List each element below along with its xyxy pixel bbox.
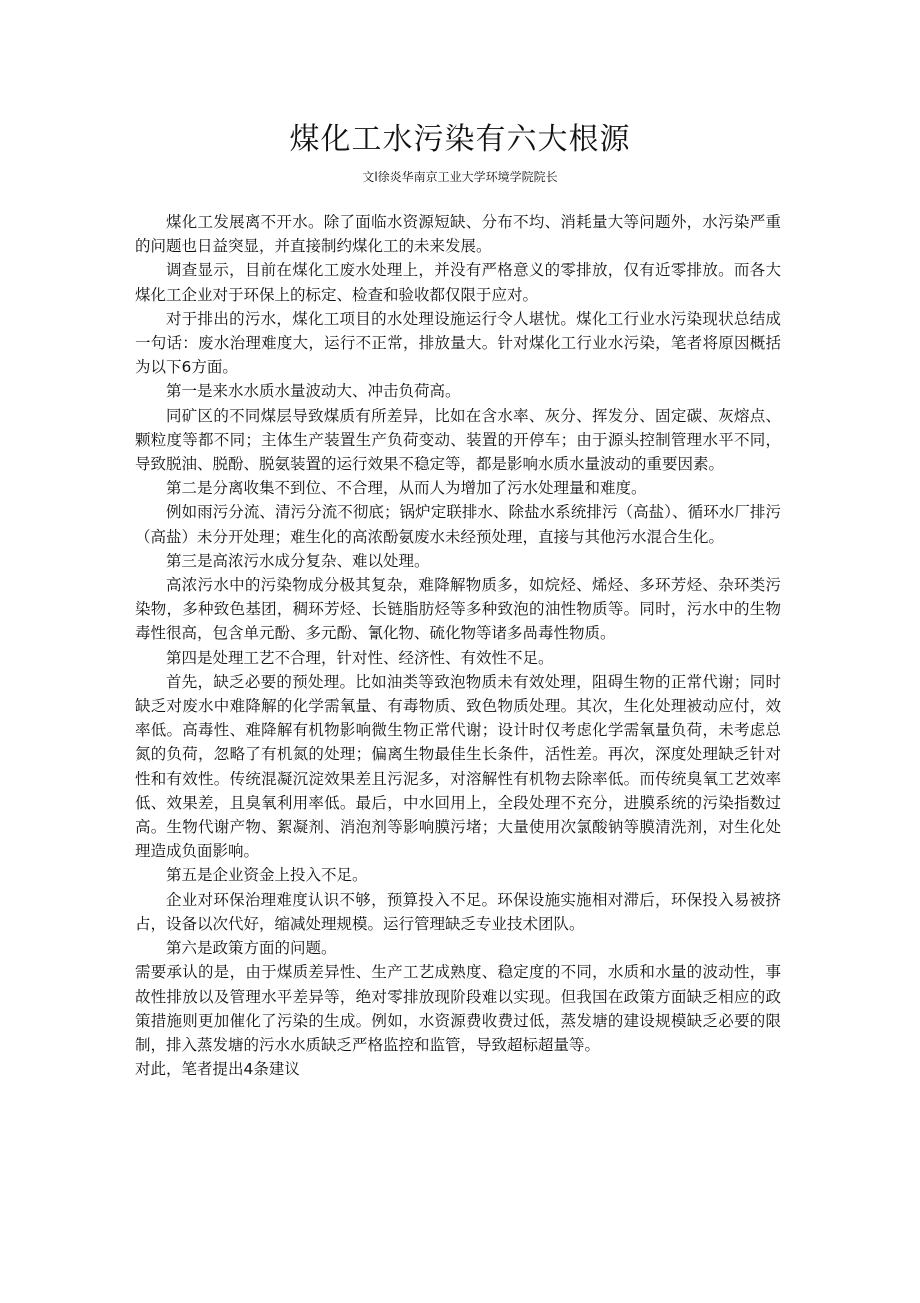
heading-cause-1: 第一是来水水质水量波动大、冲击负荷高。 [166,382,461,401]
heading-cause-2: 第二是分离收集不到位、不合理，从而人为增加了污水处理量和难度。 [166,479,647,498]
paragraph-cause-2: 例如雨污分流、清污分流不彻底；锅炉定联排水、除盐水系统排污（高盐）、循环水厂排污（高盐）未分开处理；难生化的高浓酚氨废水未经预处理，直接与其他污水混合生化。 [135,503,781,546]
article-title: 煤化工水污染有六大根源 [289,122,631,157]
paragraph-survey: 调查显示，目前在煤化工废水处理上，并没有严格意义的零排放，仅有近零排放。而各大煤化工企业对于环保上的标定、检查和验收都仅限于应对。 [135,261,781,304]
paragraph-cause-4: 首先，缺乏必要的预处理。比如油类等致泡物质未有效处理，阻碍生物的正常代谢；同时缺乏对废水中难降解的化学需氧量、有毒物质、致色物质处理。其次，生化处理被动应付，效率低。高毒性、难降解有机物影响微生物正常代谢；设计时仅考虑化学需氧量负荷，未考虑总氮的负荷，忽略了有机氮的处理；偏离生物最佳生长条件，活性差。再次，深度处理缺乏针对性和有效性。传统混凝沉淀效果差且污泥多，对溶解性有机物去除率低。而传统臭氧工艺效率低、效果差，且臭氧利用率低。最后，中水回用上，全段处理不充分，进膜系统的污染指数过高。生物代谢产物、絮凝剂、消泡剂等影响膜污堵；大量使用次氯酸钠等膜清洗剂，对生化处理造成负面影响。 [135,672,781,861]
paragraph-cause-6: 需要承认的是，由于煤质差异性、生产工艺成熟度、稳定度的不同，水质和水量的波动性，事故性排放以及管理水平差异等，绝对零排放现阶段难以实现。但我国在政策方面缺乏相应的政策措施则更加催化了污染的生成。例如，水资源费收费过低，蒸发塘的建设规模缺乏必要的限制，排入蒸发塘的污水水质缺乏严格监控和监管，导致超标超量等。 [135,963,781,1054]
paragraph-cause-5: 企业对环保治理难度认识不够，预算投入不足。环保设施实施相对滞后，环保投入易被挤占，设备以次代好，缩减处理规模。运行管理缺乏专业技术团队。 [135,890,781,933]
paragraph-intro: 煤化工发展离不开水。除了面临水资源短缺、分布不均、消耗量大等问题外，水污染严重的问题也日益突显，并直接制约煤化工的未来发展。 [135,213,781,256]
article-byline: 文l徐炎华南京工业大学环境学院院长 [362,170,558,184]
heading-cause-4: 第四是处理工艺不合理，针对性、经济性、有效性不足。 [166,648,554,667]
paragraph-suggestions-lead: 对此，笔者提出4条建议 [135,1060,300,1079]
heading-cause-3: 第三是高浓污水成分复杂、难以处理。 [166,551,430,570]
heading-cause-6: 第六是政策方面的问题。 [166,939,337,958]
paragraph-cause-3: 高浓污水中的污染物成分极其复杂，难降解物质多，如烷烃、烯烃、多环芳烃、杂环类污染物，多种致色基团，稠环芳烃、长链脂肪烃等多种致泡的油性物质等。同时，污水中的生物毒性很高，包含单元酚、多元酚、氰化物、硫化物等诸多咼毒性物质。 [135,576,781,643]
paragraph-summary: 对于排出的污水，煤化工项目的水处理设施运行令人堪忧。煤化工行业水污染现状总结成一句话：废水治理难度大，运行不正常，排放量大。针对煤化工行业水污染，笔者将原因概括为以下6方面。 [135,309,781,377]
article-body [135,210,781,1081]
paragraph-cause-1: 同矿区的不同煤层导致煤质有所差异，比如在含水率、灰分、挥发分、固定碳、灰熔点、颗粒度等都不同；主体生产装置生产负荷变动、装置的开停车；由于源头控制管理水平不同，导致脱油、脱酚、脱氨装置的运行效果不稳定等，都是影响水质水量波动的重要因素。 [135,406,781,474]
heading-cause-5: 第五是企业资金上投入不足。 [166,866,368,885]
